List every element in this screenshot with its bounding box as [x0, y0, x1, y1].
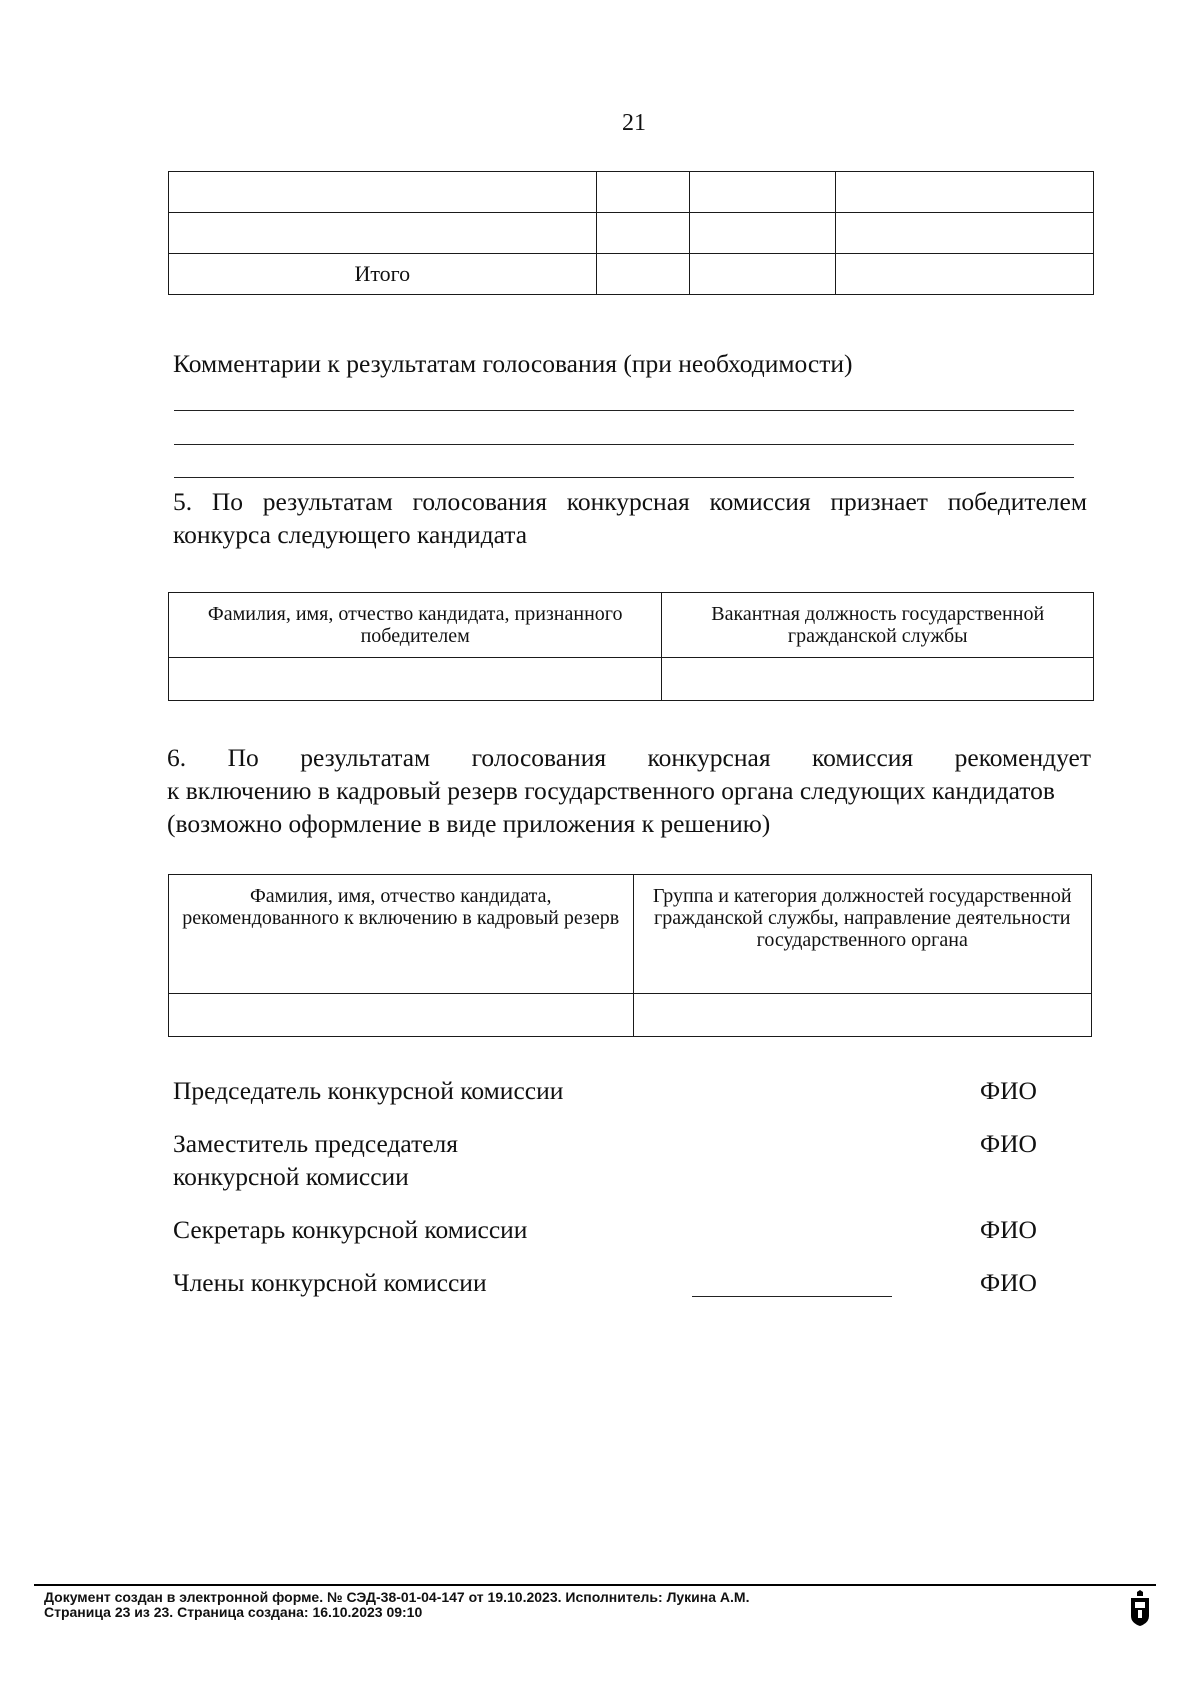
- column-header: Фамилия, имя, отчество кандидата, рекомендованного к включению в кадровый резерв: [169, 875, 634, 994]
- column-header: Группа и категория должностей государственной гражданской службы, направление деятельности государственного органа: [633, 875, 1092, 994]
- table-cell: [169, 172, 597, 213]
- total-label: Итого: [169, 254, 597, 295]
- section-6-line-1: 6. По результатам голосования конкурсная комиссия рекомендует: [167, 743, 1091, 772]
- table-row: [169, 658, 1094, 701]
- section-5-line-2: конкурса следующего кандидата: [173, 520, 528, 549]
- table-header-row: [169, 593, 1094, 658]
- table-cell: [836, 254, 1094, 295]
- table-cell: [690, 213, 836, 254]
- footer-line-1: Документ создан в электронной форме. № СЭД-38-01-04-147 от 19.10.2023. Исполнитель: Лукина А.М.: [44, 1589, 750, 1605]
- footer-text: [44, 1590, 749, 1620]
- table-cell: [633, 994, 1092, 1037]
- winner-table: [168, 592, 1094, 701]
- table-cell: [169, 213, 597, 254]
- comment-line: [174, 410, 1074, 411]
- column-header: Фамилия, имя, отчество кандидата, признанного победителем: [169, 593, 662, 658]
- deputy-chairman-label-line-1: Заместитель председателя: [173, 1129, 458, 1158]
- table-row: [169, 994, 1092, 1037]
- table-row: [169, 172, 1094, 213]
- deputy-chairman-fio: ФИО: [980, 1129, 1037, 1158]
- members-fio: ФИО: [980, 1268, 1037, 1297]
- comments-heading: Комментарии к результатам голосования (при необходимости): [173, 349, 853, 378]
- table-row-total: [169, 254, 1094, 295]
- secretary-label: Секретарь конкурсной комиссии: [173, 1215, 528, 1244]
- table-header-row: [169, 875, 1092, 994]
- table-cell: [169, 994, 634, 1037]
- table-cell: [169, 658, 662, 701]
- table-cell: [836, 172, 1094, 213]
- table-cell: [662, 658, 1094, 701]
- chairman-fio: ФИО: [980, 1076, 1037, 1105]
- signature-line: [692, 1296, 892, 1297]
- footer-line-2: Страница 23 из 23. Страница создана: 16.10.2023 09:10: [44, 1604, 423, 1620]
- table-row: [169, 213, 1094, 254]
- table-cell: [836, 213, 1094, 254]
- coat-of-arms-icon: [1128, 1590, 1152, 1626]
- comment-line: [174, 444, 1074, 445]
- table-cell: [596, 213, 690, 254]
- members-label: Члены конкурсной комиссии: [173, 1268, 487, 1297]
- chairman-label: Председатель конкурсной комиссии: [173, 1076, 564, 1105]
- section-6-line-3: (возможно оформление в виде приложения к решению): [167, 809, 771, 838]
- secretary-fio: ФИО: [980, 1215, 1037, 1244]
- table-cell: [596, 172, 690, 213]
- comment-line: [174, 477, 1074, 478]
- deputy-chairman-label-line-2: конкурсной комиссии: [173, 1162, 409, 1191]
- section-6-line-2: к включению в кадровый резерв государственного органа следующих кандидатов: [167, 776, 1055, 805]
- table-cell: [690, 172, 836, 213]
- table-cell: [596, 254, 690, 295]
- table-cell: [690, 254, 836, 295]
- column-header: Вакантная должность государственной гражданской службы: [662, 593, 1094, 658]
- section-5-line-1: 5. По результатам голосования конкурсная комиссия признает победителем: [173, 487, 1087, 516]
- footer-divider: [34, 1584, 1156, 1586]
- voting-results-table: [168, 171, 1094, 295]
- personnel-reserve-table: [168, 874, 1092, 1037]
- page-number: 21: [622, 110, 646, 136]
